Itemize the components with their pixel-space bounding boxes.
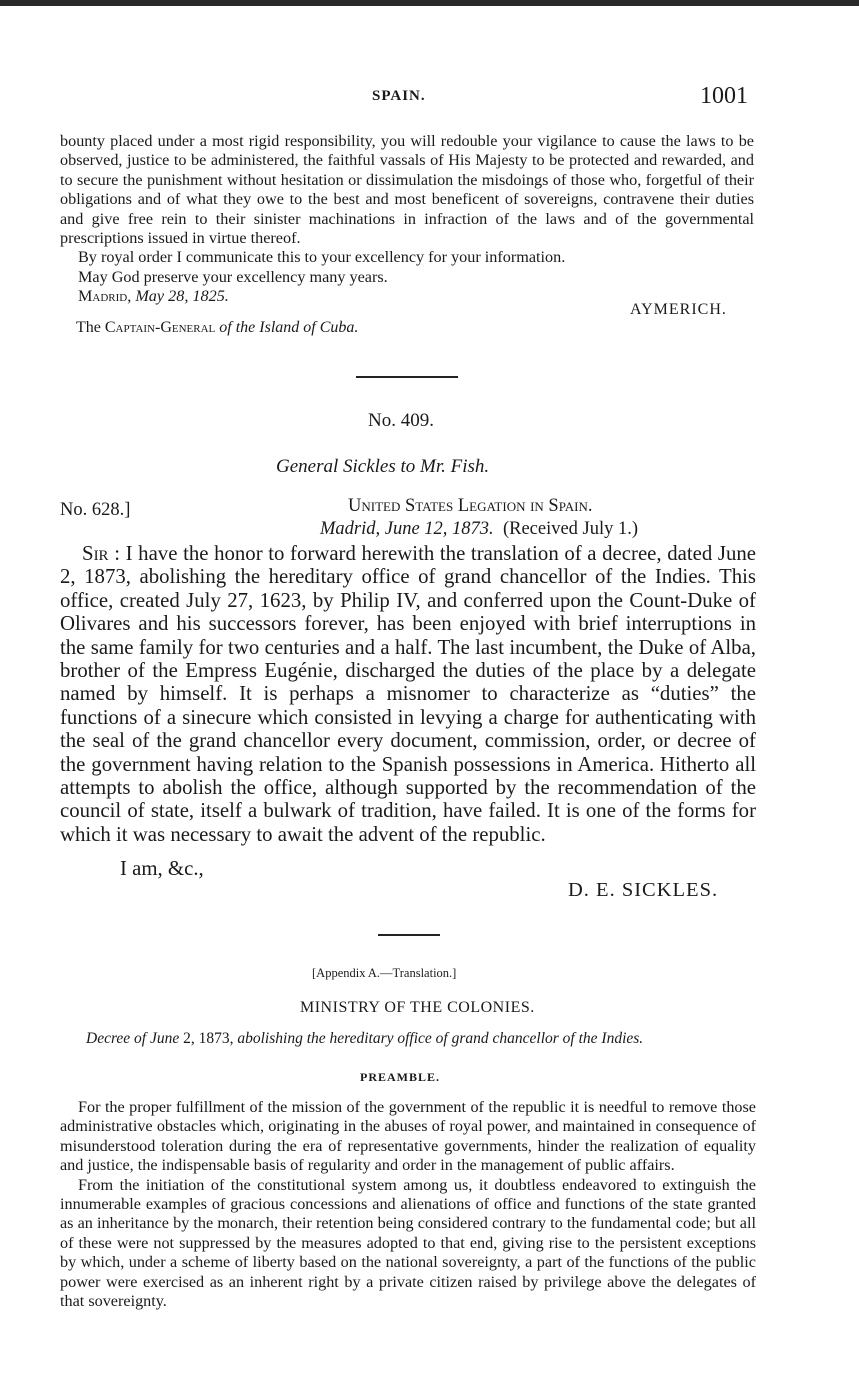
addressee-prefix: The	[76, 319, 101, 336]
decree-title	[86, 1030, 643, 1048]
letter-body	[60, 542, 756, 846]
prior-letter-paragraph: May God preserve your excellency many years.	[78, 267, 388, 286]
page-number: 1001	[700, 83, 748, 109]
letter-date-place: Madrid, June 12, 1873.	[320, 519, 494, 539]
letter-signer: D. E. SICKLES.	[568, 879, 719, 901]
scan-top-border	[0, 0, 859, 6]
document-title: General Sickles to Mr. Fish.	[276, 456, 490, 477]
preamble-heading: PREAMBLE.	[360, 1070, 441, 1084]
prior-letter-paragraph: bounty placed under a most rigid responsibility, you will redouble your vigilance to cause the laws to be observed, justice to be administered, the faithful vassals of His Majesty to be protected and rewarded, and to secure the punishment without hesitation or dissimulation the misdoings of those who, forgetful of their obligations and of what they owe to the best and most beneficent of sovereigns, contravene their duties and give free rein to their sinister machinations in infraction of the laws and of the governmental prescriptions issued in virtue thereof.	[60, 132, 754, 248]
appendix-label: [Appendix A.—Translation.]	[312, 966, 457, 980]
addressee-suffix: of the Island of Cuba.	[219, 319, 359, 336]
prior-letter-signer: AYMERICH.	[630, 301, 727, 318]
letter-body-text: I have the honor to forward herewith the translation of a decree, dated June 2, 1873, abolishing the hereditary office of grand chancellor of the Indies. This office, created July 27, 1623, by Philip IV, and conferred upon the Count-Duke of Olivares and his successors forever, has been enjoyed with brief interruptions in the same family for two centuries and a half. The last incumbent, the Duke of Alba, brother of the Empress Eugénie, discharged the duties of the place by a delegate named by himself. It is perhaps a misnomer to characterize as “duties” the functions of a sinecure which consisted in levying a charge for authenticating with the seal of the grand chancellor every document, commission, order, or decree of the government having relation to the Spanish possessions in America. Hitherto all attempts to abolish the office, although supported by the recommendation of the council of state, itself a bulwark of tradition, have failed. It is one of the forms for which it was necessary to await the advent of the republic.	[60, 542, 757, 846]
prior-letter-body	[60, 132, 754, 307]
letter-closing: I am, &c.,	[120, 857, 204, 880]
document-reference: No. 628.]	[60, 500, 131, 520]
decree-title-date: 2, 1873,	[183, 1030, 234, 1047]
prior-letter-date: May 28, 1825.	[135, 287, 229, 306]
prior-letter-addressee	[76, 319, 358, 337]
section-divider	[378, 934, 440, 936]
letter-dateline	[320, 519, 638, 540]
legation-heading: United States Legation in Spain.	[348, 496, 593, 516]
running-header-title: SPAIN.	[372, 88, 426, 104]
preamble-paragraph: For the proper fulfillment of the mission of the government of the republic it is needful to remove those administrative obstacles which, originating in the abuses of royal power, and maintained in consequence of misunderstood toleration during the era of representative governments, hinder the realization of equality and justice, the indispensable basis of regularity and order in the management of public affairs.	[60, 1098, 756, 1175]
prior-letter-place: Madrid,	[78, 287, 132, 306]
addressee-title: Captain-General	[104, 319, 216, 336]
letter-paragraph	[60, 542, 756, 846]
document-number: No. 409.	[368, 410, 434, 431]
preamble-body	[60, 1098, 756, 1311]
prior-letter-paragraph: By royal order I communicate this to your excellency for your information.	[78, 248, 566, 267]
preamble-paragraph: From the initiation of the constitutional system among us, it doubtless endeavored to extinguish the innumerable examples of gracious concessions and alienations of office and functions of the state granted as an inheritance by the monarch, their retention being considered contrary to the fundamental code; but all of these were not suppressed by the measures adopted to that end, giving rise to the persistent exceptions by which, under a scheme of liberty based on the national sovereignty, a part of the functions of the public power were exercised as an inherent right by a private citizen raised by privilege above the delegates of that sovereignty.	[60, 1175, 756, 1311]
decree-title-part1: Decree of June	[86, 1030, 180, 1047]
received-note: (Received July 1.)	[502, 519, 639, 539]
decree-title-part2: abolishing the hereditary office of grand chancellor of the Indies.	[237, 1030, 644, 1047]
salutation: Sir :	[82, 542, 120, 565]
section-divider	[356, 376, 458, 378]
ministry-heading: MINISTRY OF THE COLONIES.	[300, 999, 535, 1016]
